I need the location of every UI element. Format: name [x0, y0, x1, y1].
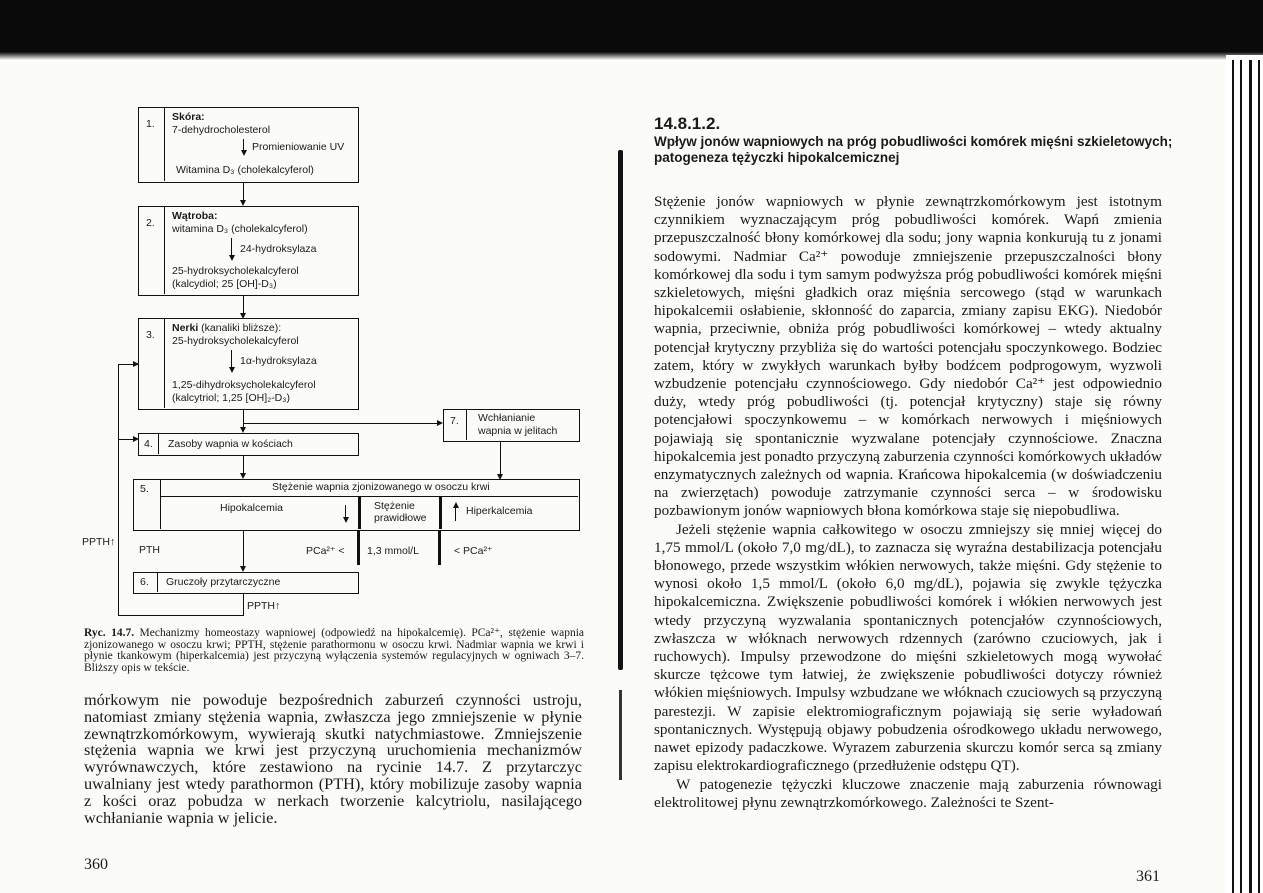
product-label: Witamina D₃ (cholekalcyferol)	[176, 164, 314, 176]
box-header: Stężenie wapnia zjonizowanego w osoczu krwi	[272, 481, 490, 493]
hypocalcemia-label: Hipokalcemia	[220, 502, 284, 514]
connector	[243, 531, 244, 567]
box-intestine	[443, 409, 580, 442]
feedback-line	[118, 439, 134, 440]
hypercalcemia-label: Hiperkalcemia	[466, 505, 533, 517]
threshold-line	[438, 531, 441, 565]
box-title: Wątroba:	[172, 210, 218, 222]
box-line: Wchłanianie	[478, 412, 536, 424]
box-number: 1.	[146, 118, 155, 130]
page-number-right: 361	[1136, 868, 1160, 885]
connector	[243, 594, 244, 616]
box-title: Skóra:	[172, 111, 205, 123]
step-label: Promieniowanie UV	[252, 141, 345, 153]
ppth-left-label: PPTH↑	[82, 536, 116, 548]
box-number: 3.	[146, 329, 155, 341]
section-title: Wpływ jonów wapniowych na próg pobudliwości komórek mięśni szkieletowych; patogeneza tężyczki hipokalcemicznej	[654, 134, 1173, 165]
right-body-text	[654, 193, 1162, 812]
scan-top-fade	[0, 52, 1263, 60]
product-label: 1,25-dihydroksycholekalcyferol	[172, 379, 316, 391]
pca-left-label: PCa²⁺ <	[306, 545, 345, 557]
step-label: 24-hydroksylaza	[240, 243, 317, 255]
caption-label: Ryc. 14.7.	[84, 627, 135, 639]
step-label: 1α-hydroksylaza	[240, 355, 317, 367]
caption-text: Mechanizmy homeostazy wapniowej (odpowiedź na hipokalcemię). PCa²⁺, stężenie wapnia zjonizowanego w osoczu krwi; PPTH, stężenie parathormonu w osoczu krwi. Nadmiar wapnia we krwi i płynie tkankowym (hiperkalcemia) jest przyczyną wyłączenia systemów regulacyjnych w ogniwach 3–7. Bliższy opis w tekście.	[84, 627, 584, 674]
box-line-2: wapnia w jelitach	[478, 425, 558, 437]
box-title	[172, 322, 281, 335]
threshold-value: 1,3 mmol/L	[367, 545, 419, 557]
scan-top-shadow	[0, 0, 1263, 52]
page-edge-line	[1240, 60, 1242, 893]
book-spine-shadow	[618, 150, 623, 670]
pca-right-label: < PCa²⁺	[454, 545, 493, 557]
connector	[500, 442, 501, 476]
box-number: 6.	[140, 576, 149, 588]
box-number: 2.	[146, 217, 155, 229]
feedback-line	[118, 364, 119, 616]
box-liver	[138, 206, 359, 296]
page-edge-line	[1258, 60, 1260, 893]
section-number: 14.8.1.2.	[654, 114, 721, 133]
page-edge-line	[1249, 60, 1252, 893]
connector	[243, 296, 244, 314]
connector	[243, 423, 438, 424]
box-parathyroid	[133, 572, 359, 594]
box-number: 7.	[450, 415, 459, 427]
box-skin	[138, 107, 359, 183]
connector	[243, 183, 244, 201]
paragraph: Stężenie jonów wapniowych w płynie zewnątrzkomórkowym jest istotnym czynnikiem wyznaczającym próg pobudliwości komórek. Wapń zmienia przepuszczalność błony komórkowej dla sodu; jony wapnia konkurują tu z jonami sodowymi. Nadmiar Ca²⁺ powoduje zmniejszenie przepuszczalności błony komórkowej dla sodu i tym samym podwyższa próg pobudliwości komórek mięśni szkieletowych, mięśni gładkich oraz mięśnia sercowego (stąd w warunkach hipokalcemii osłabienie, skłonność do zaparcia, zmiany zapisu EKG). Niedobór wapnia, przeciwnie, obniża próg pobudliwości komórkowej – wtedy aktualny potencjał krytyczny przybliża się do wartości potencjału spoczynkowego. Bodziec zatem, który w zwykłych warunkach byłby bodźcem podprogowym, wyzwoli wzbudzenie potencjału czynnościowego. Gdy niedobór Ca²⁺ jest odpowiednio duży, wtedy próg pobudliwości (tj. potencjał krytyczny) staje się równy potencjałowi spoczynkowemu – w komórkach nerwowych i mięśniowych pojawiają się spontanicznie wyzwalane potencjały czynnościowe. Znaczna hipokalcemia jest ponadto przyczyną zaburzenia czynności komórkowych układów enzymatycznych zależnych od wapnia. Krańcowa hipokalcemia (w doświadczeniu na zwierzętach) powoduje zatrzymanie czynności serca – w środowisku pozbawionym jonów wapniowych błona komórkowa staje się niepobudliwa.	[654, 193, 1162, 520]
box-bone	[138, 433, 359, 456]
box-label: Zasoby wapnia w kościach	[168, 438, 293, 450]
box-title-rest: (kanaliki bliższe):	[198, 322, 282, 334]
normal-label-2: prawidłowe	[374, 512, 427, 524]
left-body-text	[84, 692, 582, 826]
threshold-line	[357, 531, 360, 565]
box-plasma-calcium	[133, 479, 580, 531]
substrate-label: 25-hydroksycholekalcyferol	[172, 335, 299, 347]
box-number: 4.	[144, 438, 153, 450]
connector	[243, 410, 244, 427]
box-title-bold: Nerki	[172, 322, 199, 334]
ppth-bottom-label: PPTH↑	[247, 600, 281, 612]
feedback-line	[118, 615, 244, 616]
connector	[243, 456, 244, 474]
paragraph: W patogenezie tężyczki kluczowe znaczenie mają zaburzenia równowagi elektrolitowej płynu zewnątrzkomórkowego. Zależności te Szent-	[654, 775, 1162, 811]
arrow-head	[133, 436, 139, 442]
substrate-label: 7-dehydrocholesterol	[172, 124, 271, 136]
pth-label: PTH	[139, 544, 160, 556]
normal-label: Stężenie	[374, 500, 415, 512]
page-edge-line	[1232, 60, 1234, 893]
product-label-2: (kalcytriol; 1,25 [OH]₂-D₃)	[172, 392, 291, 404]
box-label: Gruczoły przytarczyczne	[166, 576, 281, 588]
figure-caption	[84, 628, 584, 674]
product-label-2: (kalcydiol; 25 [OH]-D₃)	[172, 278, 277, 290]
product-label: 25-hydroksycholekalcyferol	[172, 265, 299, 277]
box-number: 5.	[140, 483, 149, 495]
paragraph: Jeżeli stężenie wapnia całkowitego w osoczu zmniejszy się mniej więcej do 1,75 mmol/L (około 7,0 mg/dL), to zaznacza się wyraźna destabilizacja potencjału błonowego, przede wszystkim włókien nerwowych, także mięśni. Gdy stężenie to wynosi około 1,5 mmol/L (około 6,0 mg/dL), pojawia się zwykle tężyczka hipokalcemiczna. Zwiększenie pobudliwości komórek i włókien nerwowych jest wtedy przyczyną wyzwalania spontanicznych potencjałów czynnościowych, zwłaszcza w włóknach nerwowych rdzennych (zarówno czuciowych, jak i ruchowych). Impulsy przewodzone do mięśni szkieletowych mogą wywołać skurcze tężcowe tym łatwiej, że zwiększenie pobudliwości dotyczy również włókien mięśniowych. Impulsy wzbudzane we włóknach czuciowych są przyczyną parestezji. W zapisie elektromiograficznym pojawiają się serie wyładowań spontanicznych. Występują objawy pobudzenia ośrodkowego układu nerwowego, nawet epizody padaczkowe. Wyrazem zaburzenia skurczu komór serca są zmiany zapisu elektrokardiograficznego (przedłużenie odstępu QT).	[654, 520, 1162, 775]
paragraph: mórkowym nie powoduje bezpośrednich zaburzeń czynności ustroju, natomiast zmiany stężenia wapnia, zwłaszcza jego zmniejszenie w płynie zewnątrzkomórkowym, wywierają skutki natychmiastowe. Zmniejszenie stężenia wapnia we krwi jest przyczyną uruchomienia mechanizmów wyrównawczych, które zestawiono na rycinie 14.7. Z przytarczyc uwalniany jest wtedy parathormon (PTH), który mobilizuje zasoby wapnia z kości oraz pobudza w nerkach tworzenie kalcytriolu, nasilającego wchłanianie wapnia w jelicie.	[84, 690, 582, 827]
arrow-head	[133, 361, 139, 367]
page-number-left: 360	[84, 856, 108, 873]
book-spine-shadow-lower	[619, 690, 622, 780]
substrate-label: witamina D₃ (cholekalcyferol)	[172, 223, 308, 235]
box-kidney	[138, 318, 359, 410]
